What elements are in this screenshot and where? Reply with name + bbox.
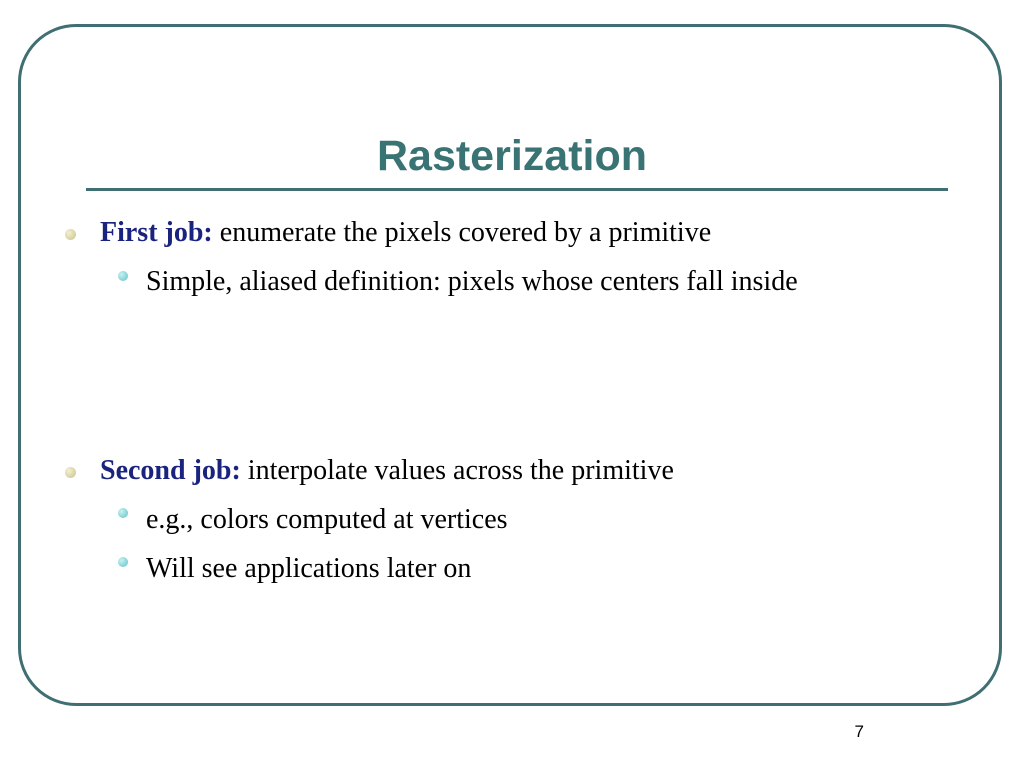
bullet-2-lead: Second job: <box>100 455 241 486</box>
sub-bullet-1-1: Simple, aliased definition: pixels whose centers fall inside <box>146 266 798 297</box>
bullet-1 <box>100 216 711 250</box>
sub-bullet-2-2-dot-icon <box>118 557 128 567</box>
bullet-2 <box>100 454 674 488</box>
bullet-1-dot-icon <box>65 229 76 240</box>
bullet-1-lead: First job: <box>100 217 213 248</box>
bullet-2-dot-icon <box>65 467 76 478</box>
slide-title: Rasterization <box>376 132 647 180</box>
bullet-1-text: enumerate the pixels covered by a primitive <box>212 217 712 248</box>
page-number: 7 <box>854 722 864 741</box>
sub-bullet-2-2: Will see applications later on <box>146 553 472 584</box>
sub-bullet-2-1-dot-icon <box>118 508 128 518</box>
sub-bullet-2-1: e.g., colors computed at vertices <box>146 504 508 535</box>
bullet-2-text: interpolate values across the primitive <box>240 455 674 486</box>
sub-bullet-1-1-dot-icon <box>118 271 128 281</box>
